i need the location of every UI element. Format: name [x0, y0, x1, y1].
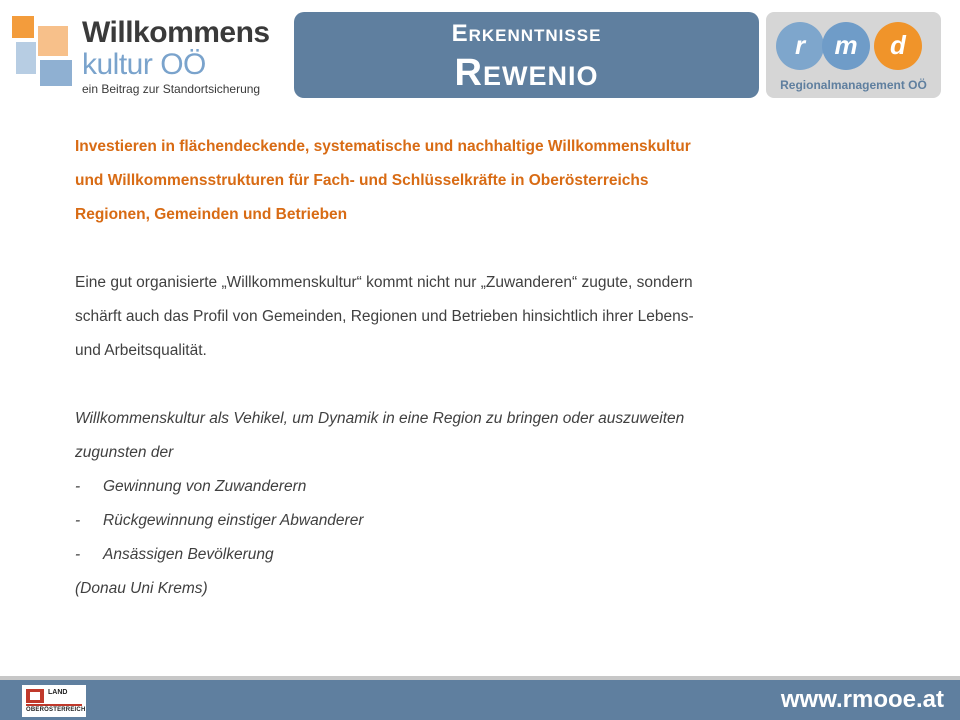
- rmd-circle-d: d: [874, 22, 922, 70]
- land-ooe-logo: [22, 685, 86, 717]
- slide-content: [75, 130, 875, 606]
- list-item: [75, 504, 875, 538]
- italic-line-2: zugunsten der: [75, 444, 174, 461]
- list-dash: -: [75, 512, 81, 529]
- logo-title-line2: kultur OÖ: [82, 48, 206, 81]
- logo-square-light-blue: [16, 42, 36, 74]
- logo-title-line1: Willkommens: [82, 16, 270, 49]
- list-item-text: Rückgewinnung einstiger Abwanderer: [103, 512, 364, 529]
- logo-square-orange: [12, 16, 34, 38]
- logo-square-blue: [40, 60, 72, 86]
- source-citation: (Donau Uni Krems): [75, 580, 208, 597]
- list-item: [75, 470, 875, 504]
- footer-url[interactable]: www.rmooe.at: [780, 686, 944, 713]
- italic-line-1: Willkommenskultur als Vehikel, um Dynamik in eine Region zu bringen oder auszuweiten: [75, 410, 685, 427]
- rmd-circle-r: r: [776, 22, 824, 70]
- willkommenskultur-logo: [10, 12, 290, 100]
- list-item: [75, 538, 875, 572]
- list-item-text: Ansässigen Bevölkerung: [103, 546, 274, 563]
- rmd-logo: [766, 12, 941, 98]
- body-line-1: Eine gut organisierte „Willkommenskultur“ kommt nicht nur „Zuwanderen“ zugute, sondern: [75, 274, 693, 291]
- intro-line-1: Investieren in flächendeckende, systematische und nachhaltige Willkommenskultur: [75, 138, 691, 155]
- logo-square-light-orange: [38, 26, 68, 56]
- land-logo-line1: LAND: [48, 689, 68, 696]
- bullet-list: [75, 470, 875, 572]
- slide-subtitle: Erkenntnisse: [451, 20, 602, 47]
- title-banner: [294, 12, 759, 98]
- intro-line-3: Regionen, Gemeinden und Betrieben: [75, 206, 348, 223]
- intro-line-2: und Willkommensstrukturen für Fach- und Schlüsselkräfte in Oberösterreichs: [75, 172, 649, 189]
- rmd-logo-label: Regionalmanagement OÖ: [780, 78, 927, 92]
- list-item-text: Gewinnung von Zuwanderern: [103, 478, 307, 495]
- land-logo-line2: OBERÖSTERREICH: [26, 707, 86, 713]
- footer-bar: [0, 680, 960, 720]
- logo-tagline: ein Beitrag zur Standortsicherung: [82, 82, 261, 96]
- body-line-3: und Arbeitsqualität.: [75, 342, 207, 359]
- list-dash: -: [75, 546, 81, 563]
- list-dash: -: [75, 478, 81, 495]
- body-line-2: schärft auch das Profil von Gemeinden, Regionen und Betrieben hinsichtlich ihrer Lebens-: [75, 308, 694, 325]
- slide-title: Rewenio: [454, 52, 599, 94]
- rmd-circle-m: m: [822, 22, 870, 70]
